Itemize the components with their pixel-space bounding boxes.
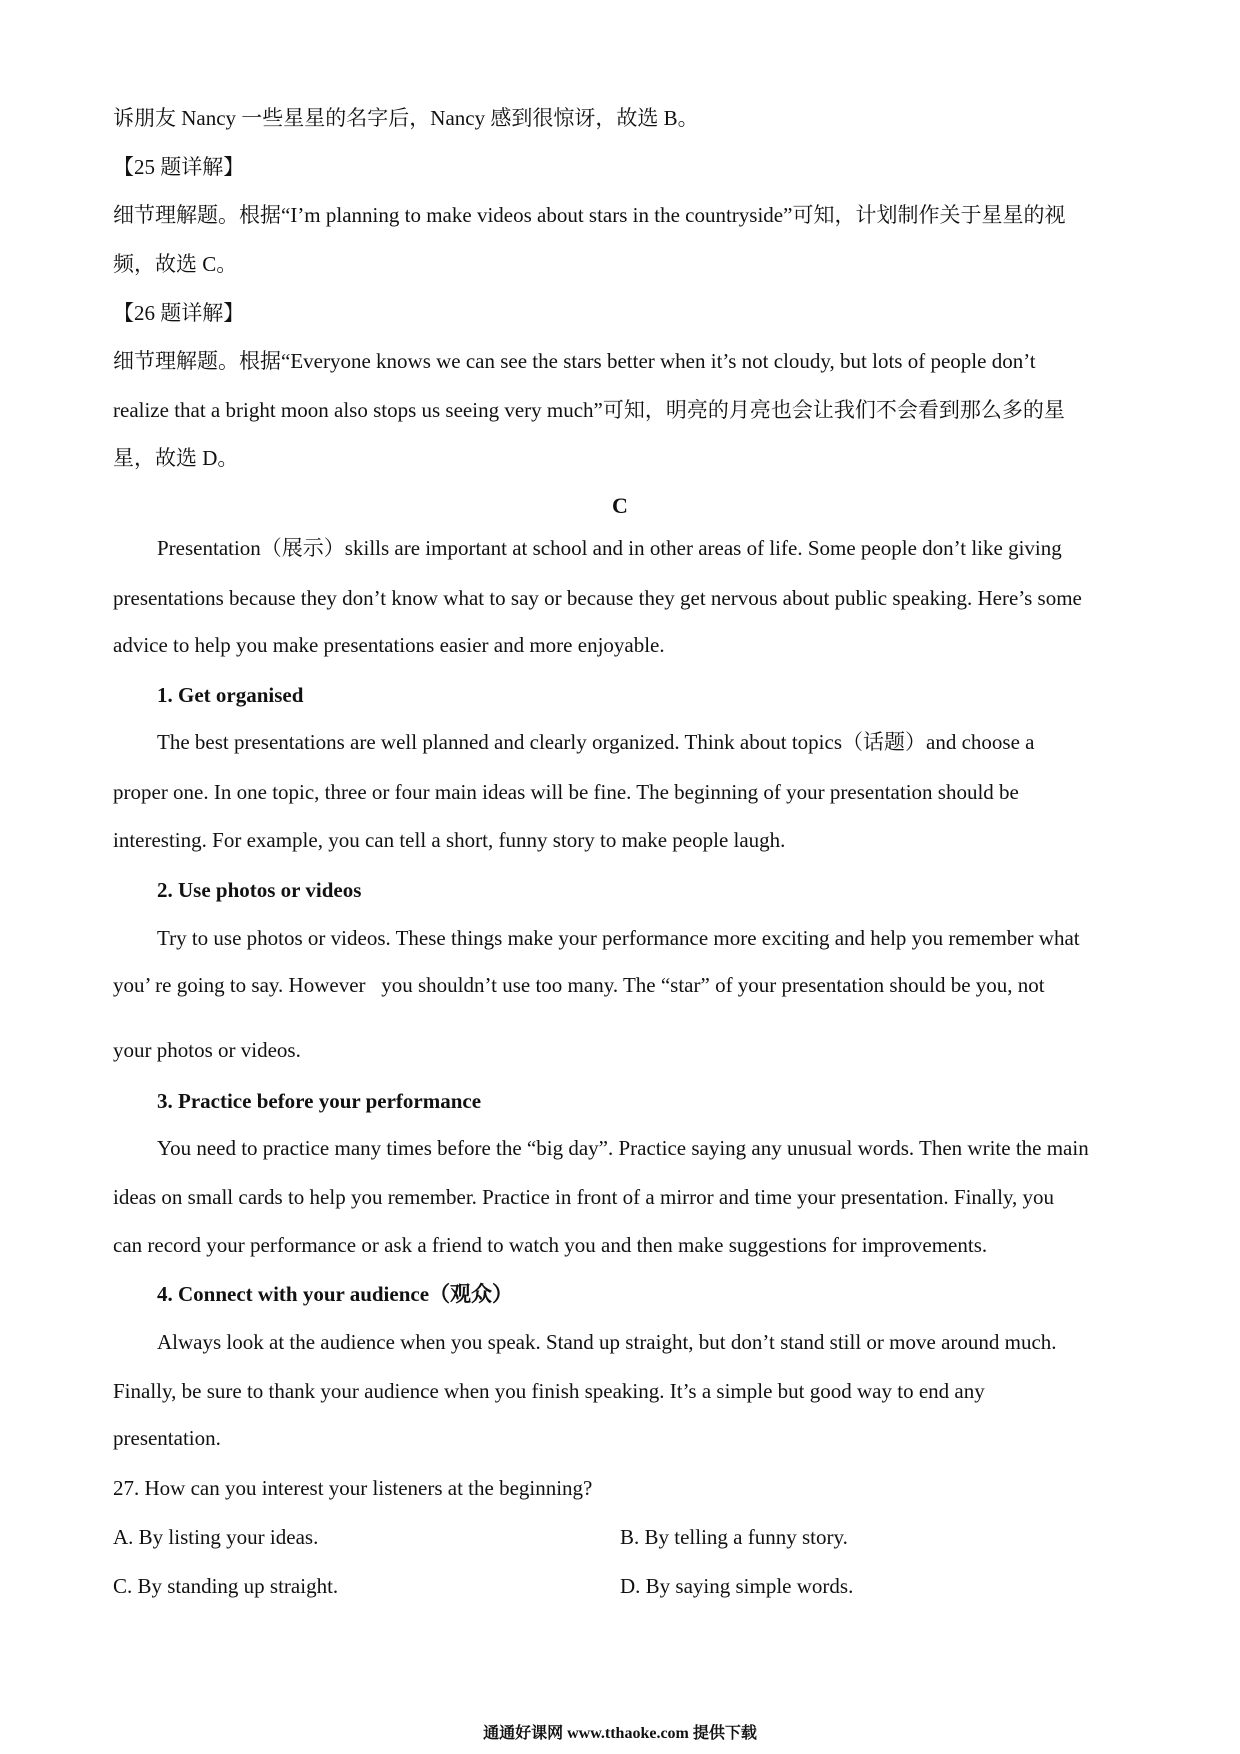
text-line: interesting. For example, you can tell a short, funny story to make people laugh. — [113, 828, 786, 852]
q26-heading: 【26 题详解】 — [113, 301, 245, 325]
text-line: 细节理解题。根据“Everyone knows we can see the stars better when it’s not cloudy, but lots of people don’t — [113, 349, 1036, 373]
option-d: D. By saying simple words. — [620, 1574, 854, 1598]
section-heading: 4. Connect with your audience（观众） — [157, 1282, 514, 1306]
text-line: realize that a bright moon also stops us seeing very much”可知，明亮的月亮也会让我们不会看到那么多的星 — [113, 398, 1065, 422]
q25-heading: 【25 题详解】 — [113, 155, 245, 179]
text-line: Presentation（展示）skills are important at school and in other areas of life. Some people don’t like giving — [157, 536, 1062, 560]
text-line: You need to practice many times before the “big day”. Practice saying any unusual words. Then write the main — [157, 1136, 1089, 1160]
text-line: 星，故选 D。 — [113, 446, 239, 470]
text-line: advice to help you make presentations easier and more enjoyable. — [113, 633, 665, 657]
text-line: presentation. — [113, 1426, 221, 1450]
section-heading: 1. Get organised — [157, 683, 304, 707]
text-line: can record your performance or ask a friend to watch you and then make suggestions for improvements. — [113, 1233, 988, 1257]
option-b: B. By telling a funny story. — [620, 1525, 848, 1549]
option-c: C. By standing up straight. — [113, 1574, 339, 1598]
text-line: presentations because they don’t know what to say or because they get nervous about public speaking. Here’s some — [113, 586, 1082, 610]
text-line: The best presentations are well planned and clearly organized. Think about topics（话题）and choose a — [157, 730, 1035, 754]
text-line: ideas on small cards to help you remember. Practice in front of a mirror and time your presentation. Finally, you — [113, 1185, 1055, 1209]
page-footer: 通通好课网 www.tthaoke.com 提供下载 — [483, 1725, 757, 1742]
text-line: your photos or videos. — [113, 1038, 301, 1062]
option-a: A. By listing your ideas. — [113, 1525, 319, 1549]
text-line: Finally, be sure to thank your audience when you finish speaking. It’s a simple but good way to end any — [113, 1379, 985, 1403]
section-heading: 2. Use photos or videos — [157, 878, 362, 902]
text-line: Try to use photos or videos. These things make your performance more exciting and help you remember what — [157, 926, 1080, 950]
text-line: 诉朋友 Nancy 一些星星的名字后，Nancy 感到很惊讶，故选 B。 — [113, 106, 699, 130]
text-line: 频，故选 C。 — [113, 252, 238, 276]
text-line: you’ re going to say. However you shouldn’t use too many. The “star” of your presentation should be you, not — [113, 973, 1045, 997]
text-line: Always look at the audience when you speak. Stand up straight, but don’t stand still or move around much. — [157, 1330, 1057, 1354]
text-line: 细节理解题。根据“I’m planning to make videos about stars in the countryside”可知，计划制作关于星星的视 — [113, 203, 1066, 227]
question-stem: 27. How can you interest your listeners at the beginning? — [113, 1476, 593, 1500]
text-line: proper one. In one topic, three or four main ideas will be fine. The beginning of your presentation should be — [113, 780, 1019, 804]
section-heading: 3. Practice before your performance — [157, 1089, 482, 1113]
section-letter: C — [612, 493, 628, 518]
